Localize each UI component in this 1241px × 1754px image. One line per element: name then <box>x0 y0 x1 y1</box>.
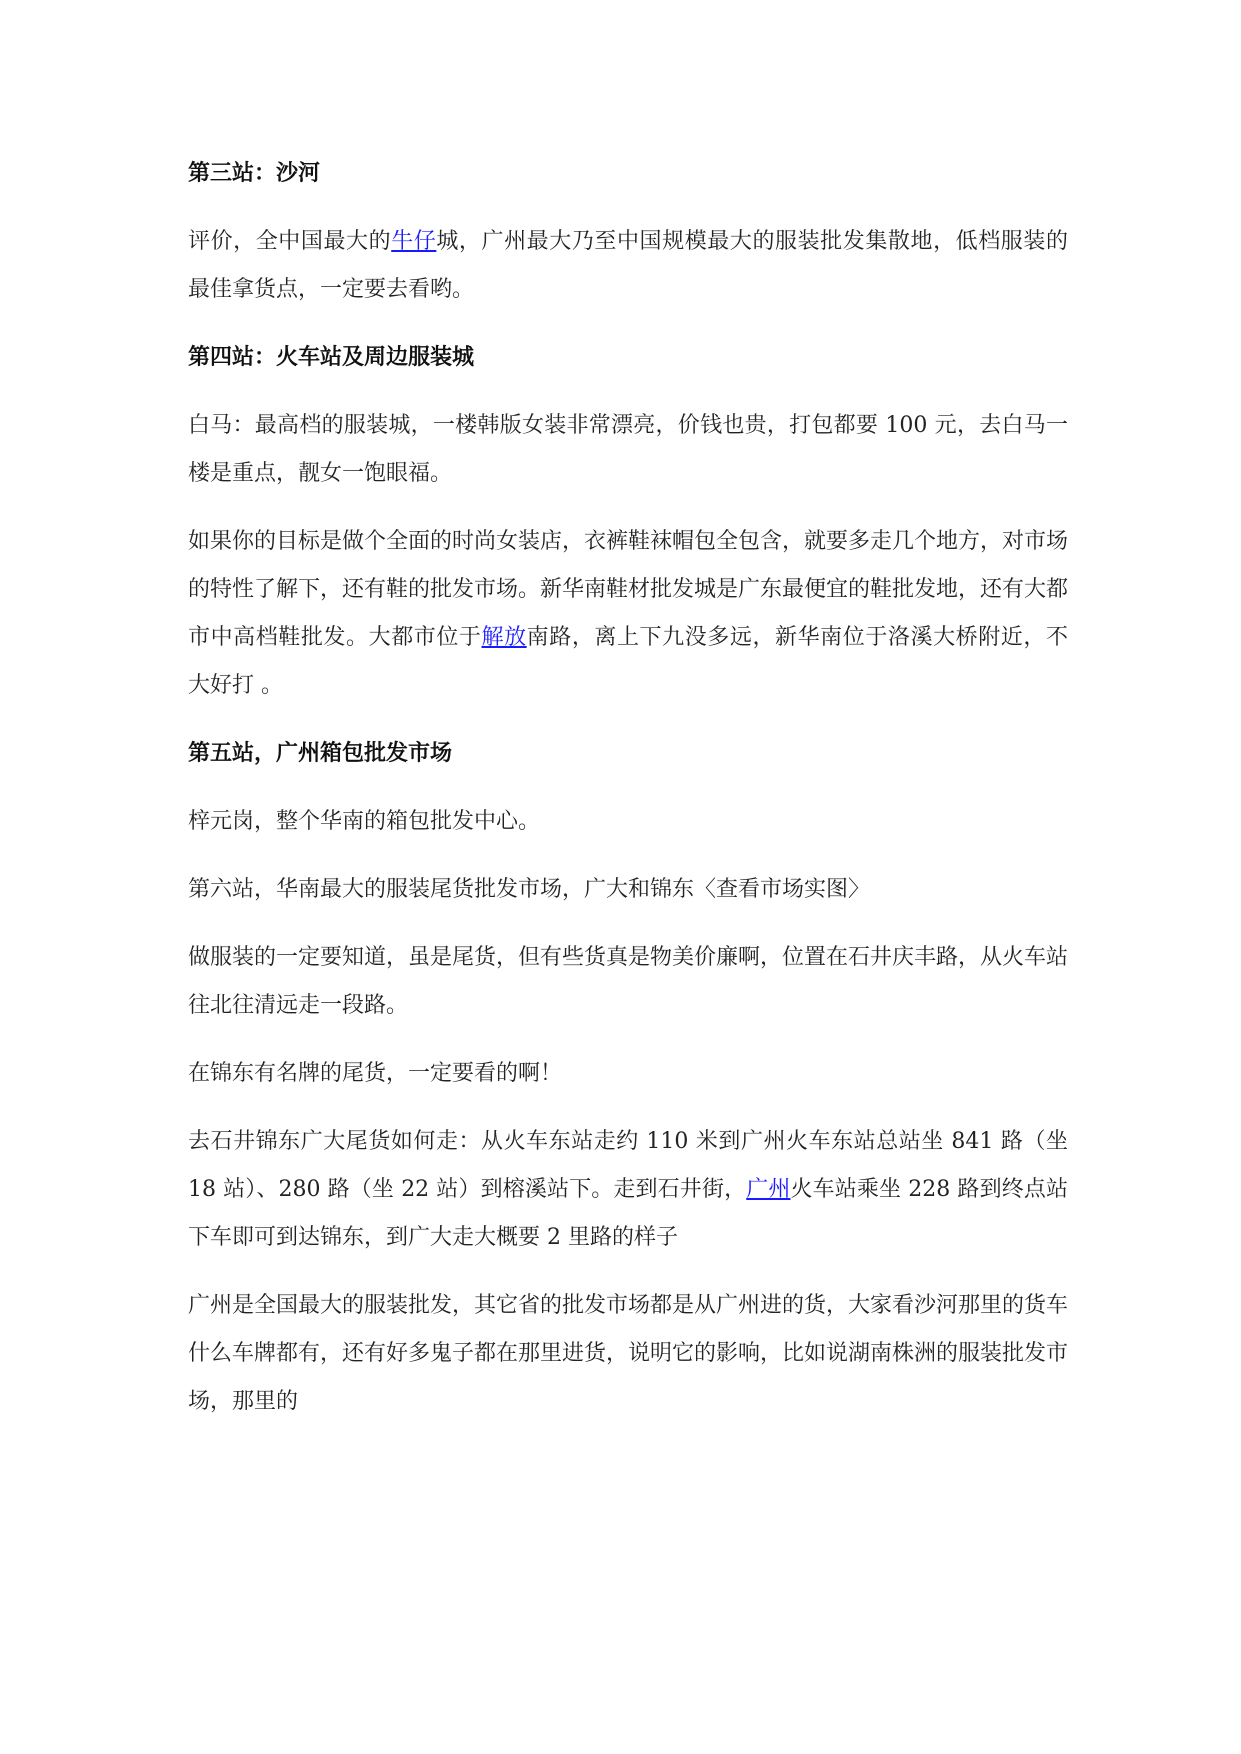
link-guangzhou[interactable]: 广州 <box>746 1177 791 1202</box>
paragraph-ziyuangang: 梓元岗，整个华南的箱包批发中心。 <box>188 809 541 834</box>
section-heading-train-station: 第四站：火车站及周边服装城 <box>188 345 475 370</box>
paragraph-shahe-review <box>188 218 1068 314</box>
text-fragment: 火车站乘坐 228 路到终点站下车即可到达锦东，到广大走大概要 2 里路的样子 <box>188 1177 1068 1250</box>
section-heading-bags-market: 第五站，广州箱包批发市场 <box>188 741 453 766</box>
section-heading-shahe: 第三站：沙河 <box>188 161 321 186</box>
paragraph-jindong-brands: 在锦东有名牌的尾货，一定要看的啊！ <box>188 1061 563 1086</box>
text-fragment: 评价，全中国最大的 <box>188 229 392 254</box>
text-fragment: 去石井锦东广大尾货如何走：从火车东站走约 110 米到广州火车东站总站坐 841 路（坐 18 站）、280 路（坐 22 站）到榕溪站下。走到石井街， <box>188 1129 1068 1202</box>
paragraph-directions <box>188 1118 1068 1262</box>
paragraph-baima: 白马：最高档的服装城，一楼韩版女装非常漂亮，价钱也贵，打包都要 100 元，去白马一楼是重点，靓女一饱眼福。 <box>188 413 1068 486</box>
text-fragment: 城，广州最大乃至中国规模最大的服装批发集散地，低档服装的最佳拿货点，一定要去看哟。 <box>188 229 1068 302</box>
paragraph-guangzhou-wholesale: 广州是全国最大的服装批发，其它省的批发市场都是从广州进的货，大家看沙河那里的货车什么车牌都有，还有好多鬼子都在那里进货，说明它的影响，比如说湖南株洲的服装批发市场，那里的 <box>188 1293 1069 1414</box>
document-page <box>188 150 1068 1426</box>
text-fragment: 如果你的目标是做个全面的时尚女装店，衣裤鞋袜帽包全包含，就要多走几个地方，对市场的特性了解下，还有鞋的批发市场。新华南鞋材批发城是广东最便宜的鞋批发地，还有大都市中高档鞋批发。大都市位于 <box>188 529 1069 650</box>
paragraph-tail-goods: 做服装的一定要知道，虽是尾货，但有些货真是物美价廉啊，位置在石井庆丰路，从火车站往北往清远走一段路。 <box>188 945 1069 1018</box>
link-denim[interactable]: 牛仔 <box>391 229 437 254</box>
paragraph-shoe-markets <box>188 518 1068 710</box>
link-jiefang[interactable]: 解放 <box>481 625 527 650</box>
text-fragment: 南路，离上下九没多远，新华南位于洛溪大桥附近，不大好打 。 <box>188 625 1068 698</box>
paragraph-sixth-stop: 第六站，华南最大的服装尾货批发市场，广大和锦东〈查看市场实图〉 <box>188 877 871 902</box>
